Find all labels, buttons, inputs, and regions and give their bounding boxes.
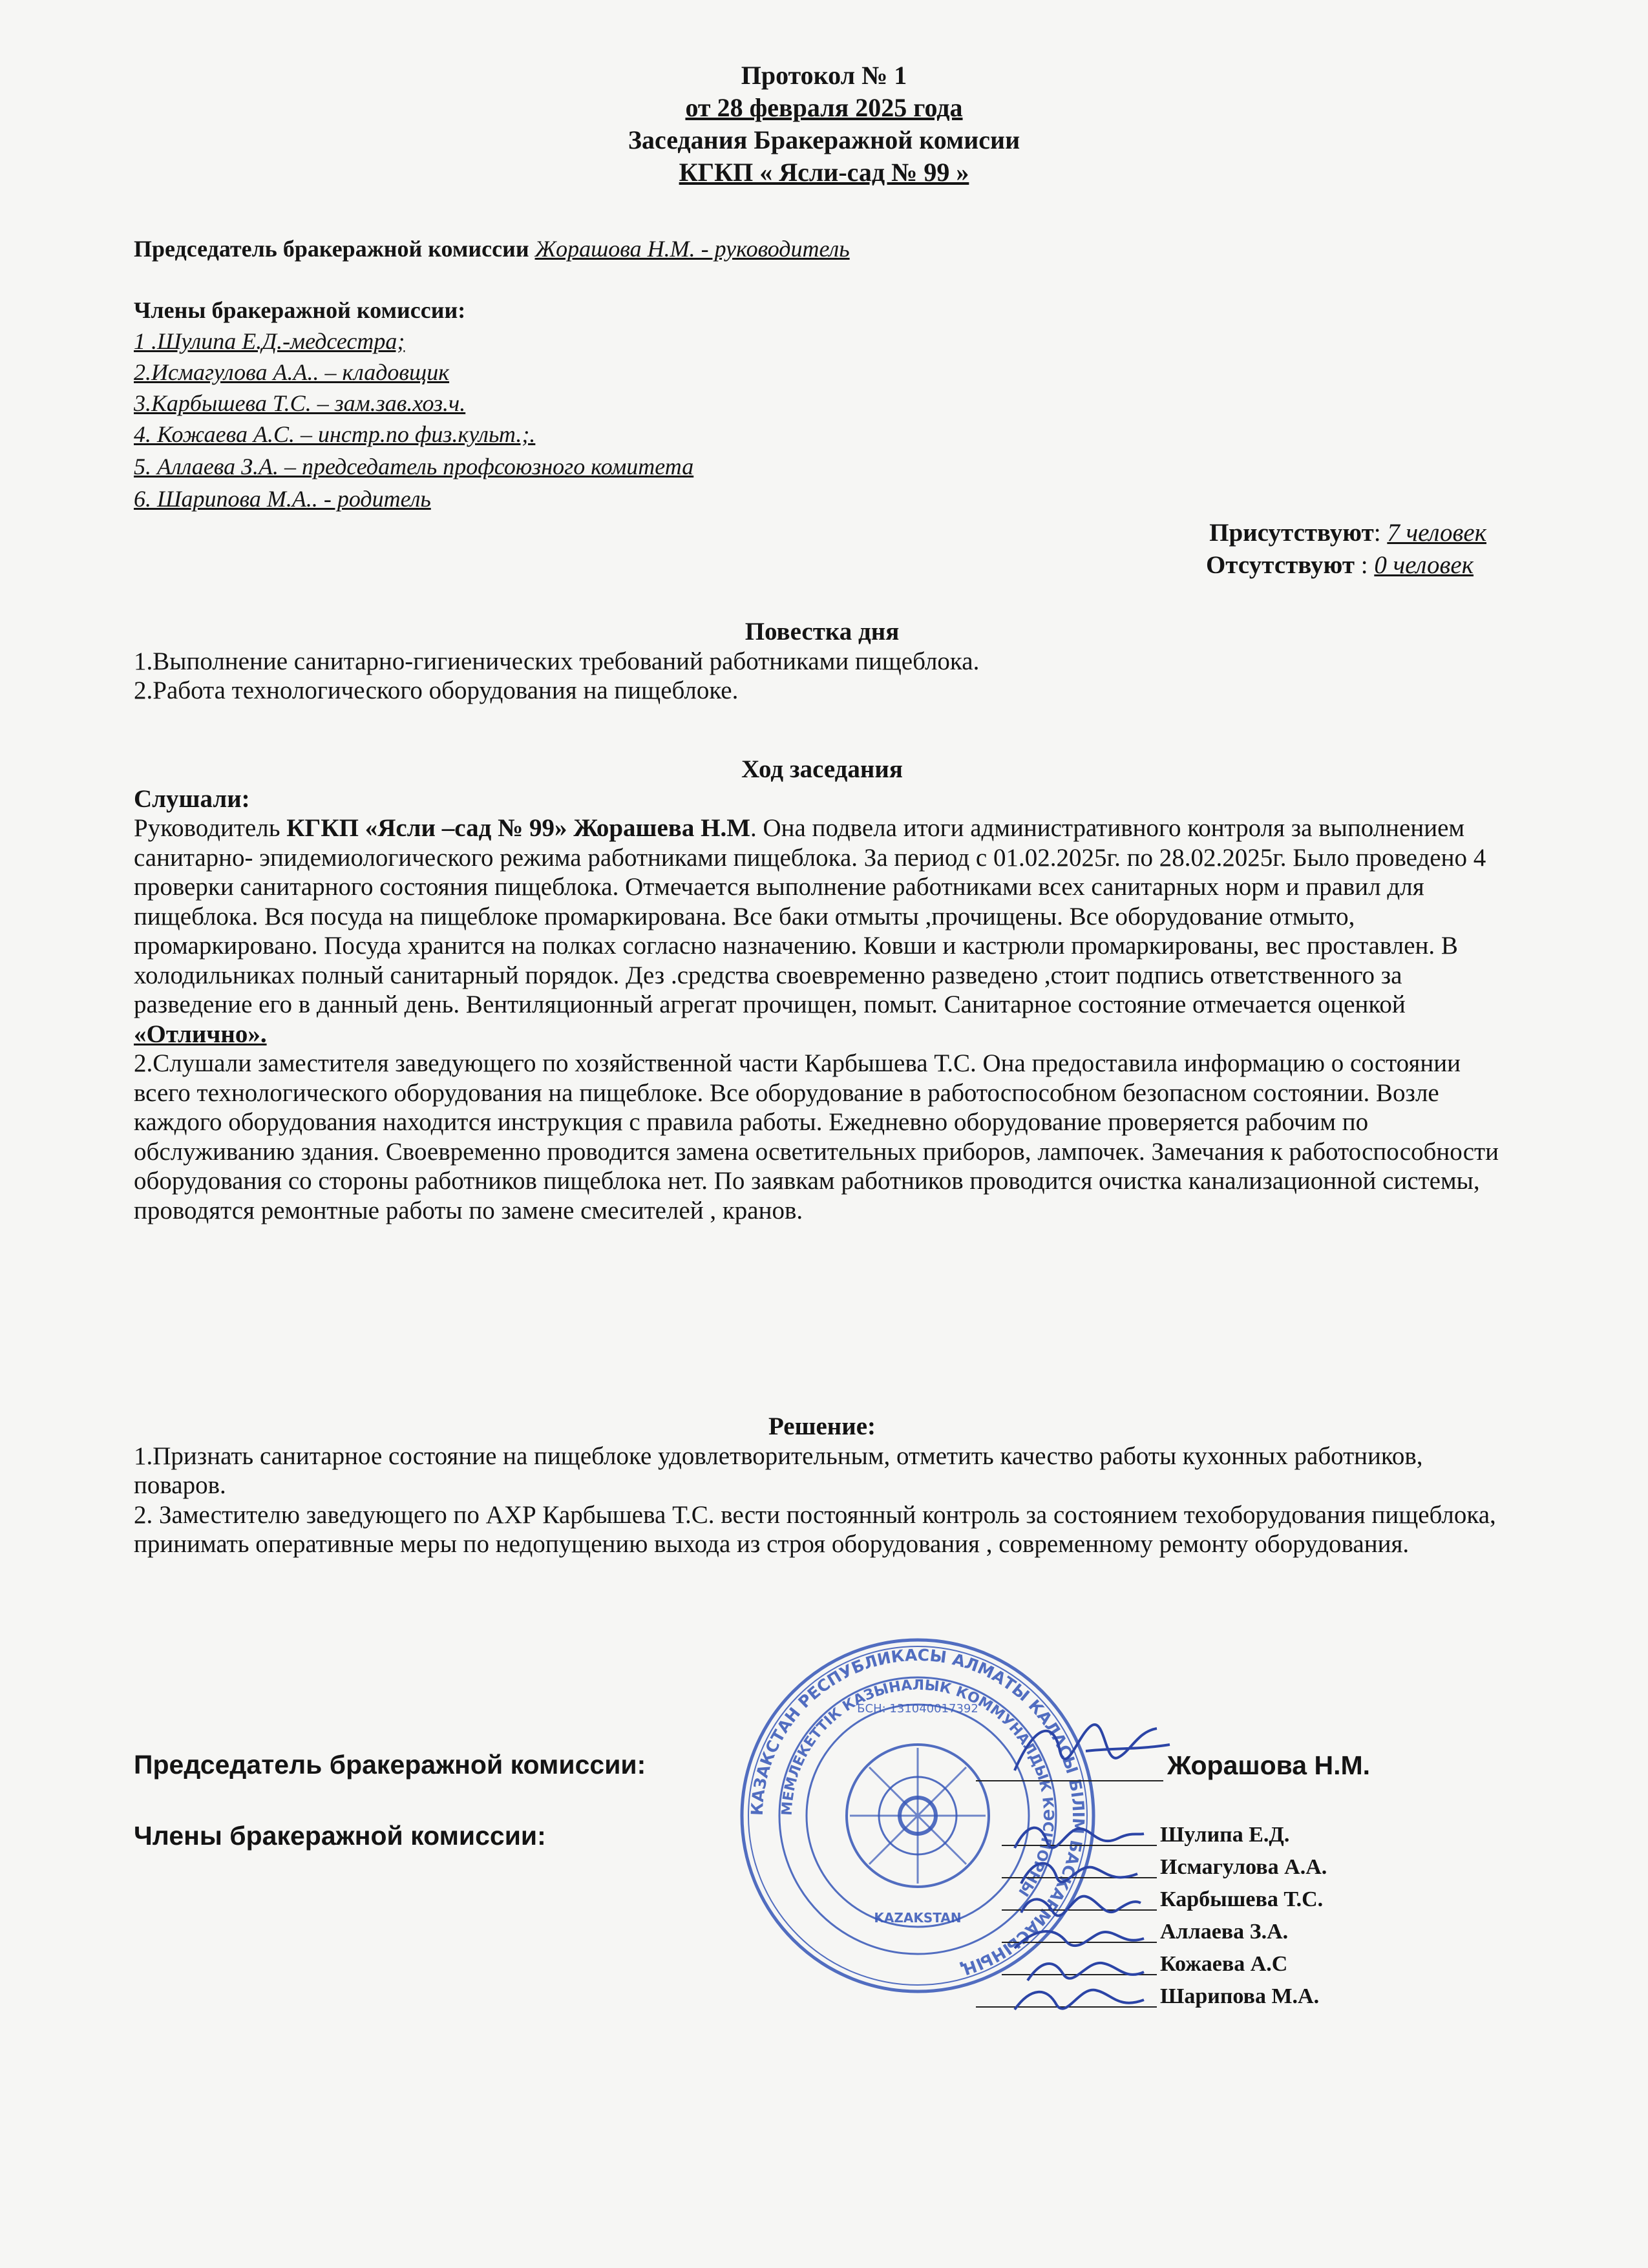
member-signature-name: Шулипа Е.Д. (1160, 1823, 1290, 1847)
chair-signature-label: Председатель бракеражной комиссии: (134, 1750, 646, 1780)
chair-line (134, 233, 850, 265)
member-item: 2.Исмагулова А.А.. – кладовщик (134, 359, 450, 385)
chair-name: Жорашова Н.М. - руководитель (534, 236, 850, 262)
heard-label: Слушали: (134, 784, 250, 813)
absent-value: 0 человек (1374, 551, 1474, 579)
stamp-outer-text: КАЗАКСТАН РЕСПУБЛИКАСЫ АЛМАТЫ КАЛАСЫ БІЛІМ БАСКАРМАСЫНЫҢ (747, 1645, 1088, 1980)
decision-section (134, 1412, 1510, 1559)
present-label: Присутствуют (1209, 519, 1374, 547)
agenda-item: 2.Работа технологического оборудования на пищеблоке. (134, 677, 739, 704)
member-signature-scribble (1008, 1974, 1150, 2026)
member-signature-name: Исмагулова А.А. (1160, 1855, 1327, 1879)
stamp-inner-text: МЕМЛЕКЕТТІК КАЗЫНАЛЫК КОММУНАЛДЫК КӘСІПОРНЫ (779, 1677, 1057, 1900)
meeting-name: Заседания Бракеражной комисии (628, 125, 1020, 154)
members-signature-label: Члены бракеражной комиссии: (134, 1821, 546, 1851)
report-grade: «Отлично». (134, 1020, 267, 1048)
member-item: 3.Карбышева Т.С. – зам.зав.хоз.ч. (134, 390, 466, 416)
member-signature-name: Аллаева З.А. (1160, 1920, 1289, 1944)
chair-label: Председатель бракеражной комиссии (134, 236, 535, 262)
organization-name: КГКП « Ясли-сад № 99 » (679, 158, 969, 187)
proceedings-title: Ход заседания (741, 755, 903, 783)
report-paragraph-1 (134, 814, 1510, 1049)
member-signature-name: Карбышева Т.С. (1160, 1887, 1324, 1911)
protocol-date: от 28 февраля 2025 года (685, 93, 963, 122)
members-heading: Члены бракеражной комиссии: (134, 297, 466, 323)
agenda-section (134, 617, 1510, 706)
report-organization: КГКП «Ясли –сад № 99» Жорашева Н.М (286, 814, 750, 842)
report-body: . Она подвела итоги административного контроля за выполнением санитарно- эпидемиологического режима работниками пищеблока. За период с 01.02.2025г. по 28.02.2025г. Было проведено 4 проверки санитарного состояния пищеблока. Отмечается выполнение работниками всех санитарных норм и правил для пищеблока. Вся посуда на пищеблоке промаркирована. Все баки отмыты ,прочищены. Все оборудование отмыто, промаркировано. Посуда хранится на полках согласно назначению. Ковши и кастрюли промаркированы, вес проставлен. В холодильниках полный санитарный порядок. Дез .средства своевременно разведено ,стоит подпись ответственного за разведение его в данный день. Вентиляционный агрегат прочищен, помыт. Санитарное состояние отмечается оценкой (134, 814, 1486, 1018)
protocol-number: Протокол № 1 (741, 61, 907, 90)
decision-title: Решение: (768, 1412, 876, 1440)
member-signature-name: Шарипова М.А. (1160, 1984, 1320, 2008)
proceedings-section (134, 755, 1510, 1225)
member-item: 4. Кожаева А.С. – инстр.по физ.культ.;. (134, 421, 536, 447)
report-intro: Руководитель (134, 814, 287, 842)
absent-label: Отсутствуют (1205, 551, 1361, 579)
present-value: 7 человек (1387, 519, 1486, 547)
stamp-bin: БСН: 131040017392 (857, 1702, 978, 1716)
stamp-center-text: KAZAKSTAN (874, 1910, 962, 1926)
report-paragraph-2: 2.Слушали заместителя заведующего по хозяйственной части Карбышева Т.С. Она предоставила информацию о состоянии всего технологического оборудования на пищеблоке. Все оборудование в работоспособном безопасном состоянии. Возле каждого оборудования находится инструкция с правила работы. Ежедневно оборудование проверяется рабочим по обслуживанию здания. Своевременно проводится замена осветительных приборов, лампочек. Замечания к работоспособности оборудования со стороны работников пищеблока нет. По заявкам работников проводится очистка канализационной системы, проводятся ремонтные работы по замене смесителей , кранов. (134, 1049, 1499, 1224)
member-item: 5. Аллаева З.А. – председатель профсоюзного комитета (134, 454, 694, 479)
member-signature-name: Кожаева А.С (1160, 1952, 1288, 1976)
present-line: Присутствуют: 7 человек (1209, 519, 1486, 547)
chair-signature-name: Жорашова Н.М. (1167, 1750, 1371, 1780)
member-item: 1 .Шулипа Е.Д.-медсестра; (134, 328, 405, 354)
document-title (0, 59, 1648, 189)
decision-item: 1.Признать санитарное состояние на пищеблоке удовлетворительным, отметить качество работы кухонных работников, поваров. (134, 1442, 1423, 1499)
agenda-title: Повестка дня (745, 618, 900, 646)
decision-item: 2. Заместителю заведующего по АХР Карбышева Т.С. вести постоянный контроль за состоянием техоборудования пищеблока, принимать оперативные меры по недопущению выхода из строя оборудования , современному ремонту оборудования. (134, 1500, 1496, 1558)
agenda-item: 1.Выполнение санитарно-гигиенических требований работниками пищеблока. (134, 647, 980, 675)
member-item: 6. Шарипова М.А.. - родитель (134, 486, 431, 512)
absent-line: Отсутствуют : 0 человек (1205, 551, 1474, 579)
chair-signature-scribble (1008, 1712, 1176, 1790)
